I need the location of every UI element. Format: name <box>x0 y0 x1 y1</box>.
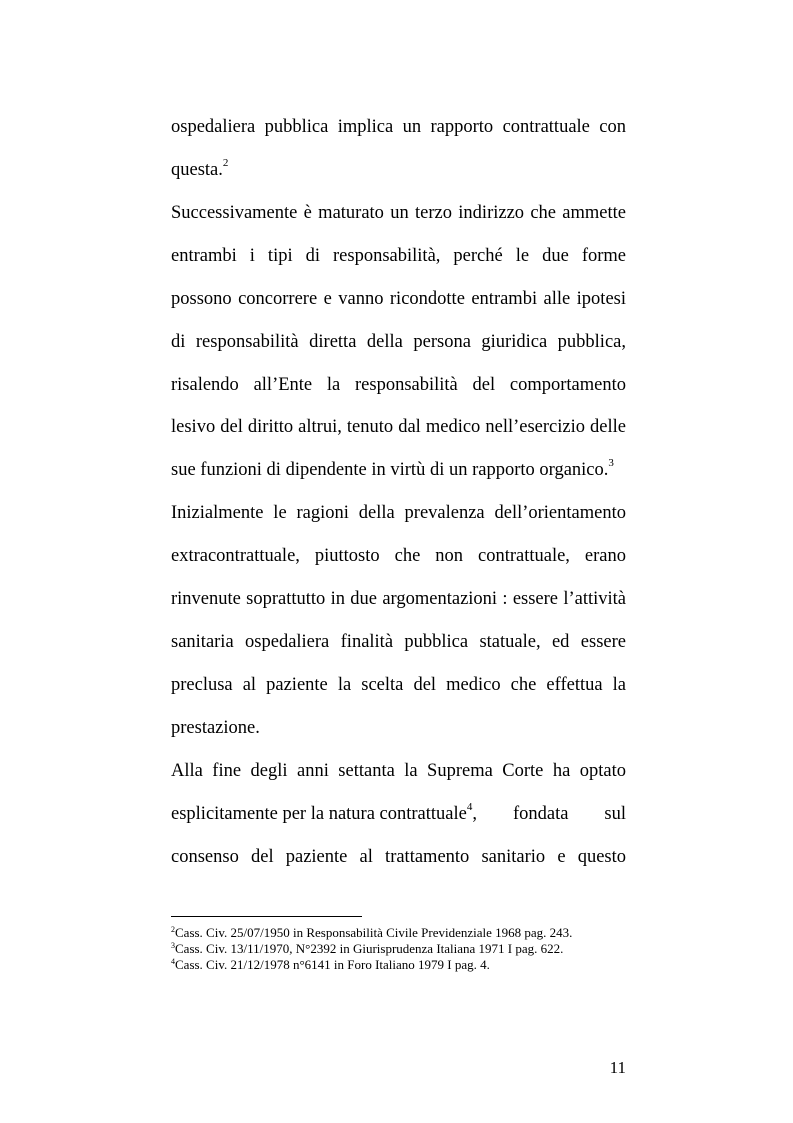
text-line: extracontrattuale, piuttosto che non contrattuale, erano <box>171 546 626 566</box>
text-segment: , <box>472 804 477 824</box>
text-segment <box>171 802 472 828</box>
text-line: entrambi i tipi di responsabilità, perché le due forme <box>171 246 626 266</box>
footnote <box>171 941 563 958</box>
text-line: lesivo del diritto altrui, tenuto dal medico nell’esercizio delle <box>171 417 626 437</box>
text-line: preclusa al paziente la scelta del medico che effettua la <box>171 675 626 695</box>
text-line: Successivamente è maturato un terzo indirizzo che ammette <box>171 203 626 223</box>
text-line: rinvenute soprattutto in due argomentazioni : essere l’attività <box>171 589 626 609</box>
text-line <box>171 802 626 828</box>
footnote <box>171 957 490 974</box>
text-segment: esplicitamente per la natura contrattuale <box>171 804 467 824</box>
footnote-number: 2 <box>171 925 175 934</box>
text-line: risalendo all’Ente la responsabilità del comportamento <box>171 375 626 395</box>
text-line: Alla fine degli anni settanta la Suprema Corte ha optato <box>171 761 626 781</box>
text-word: sul <box>604 804 626 824</box>
text-line: sanitaria ospedaliera finalità pubblica statuale, ed essere <box>171 632 626 652</box>
footnote-number: 4 <box>171 957 175 966</box>
text-segment: sue funzioni di dipendente in virtù di un rapporto organico. <box>171 460 609 480</box>
footnote <box>171 925 572 942</box>
footnote-text: Cass. Civ. 25/07/1950 in Responsabilità Civile Previdenziale 1968 pag. 243. <box>175 925 573 940</box>
footnote-ref: 2 <box>222 157 229 169</box>
text-line: Inizialmente le ragioni della prevalenza dell’orientamento <box>171 503 626 523</box>
footnote-ref: 3 <box>608 457 614 469</box>
text-line: prestazione. <box>171 718 260 738</box>
text-segment-tail <box>472 802 626 828</box>
footnote-text: Cass. Civ. 13/11/1970, N°2392 in Giurisprudenza Italiana 1971 I pag. 622. <box>175 941 564 956</box>
text-line: di responsabilità diretta della persona giuridica pubblica, <box>171 332 626 352</box>
footnote-number: 3 <box>171 941 175 950</box>
text-line <box>171 458 626 484</box>
text-line: consenso del paziente al trattamento sanitario e questo <box>171 847 626 867</box>
footnote-separator <box>171 916 362 917</box>
text-segment: questa. <box>171 160 223 180</box>
text-line <box>171 158 626 184</box>
page-number: 11 <box>609 1058 626 1077</box>
footnote-text: Cass. Civ. 21/12/1978 n°6141 in Foro Italiano 1979 I pag. 4. <box>175 957 490 972</box>
text-line: ospedaliera pubblica implica un rapporto contrattuale con <box>171 117 626 137</box>
text-line: possono concorrere e vanno ricondotte entrambi alle ipotesi <box>171 289 626 309</box>
text-word: fondata <box>512 804 569 824</box>
footnote-ref: 4 <box>466 801 473 813</box>
